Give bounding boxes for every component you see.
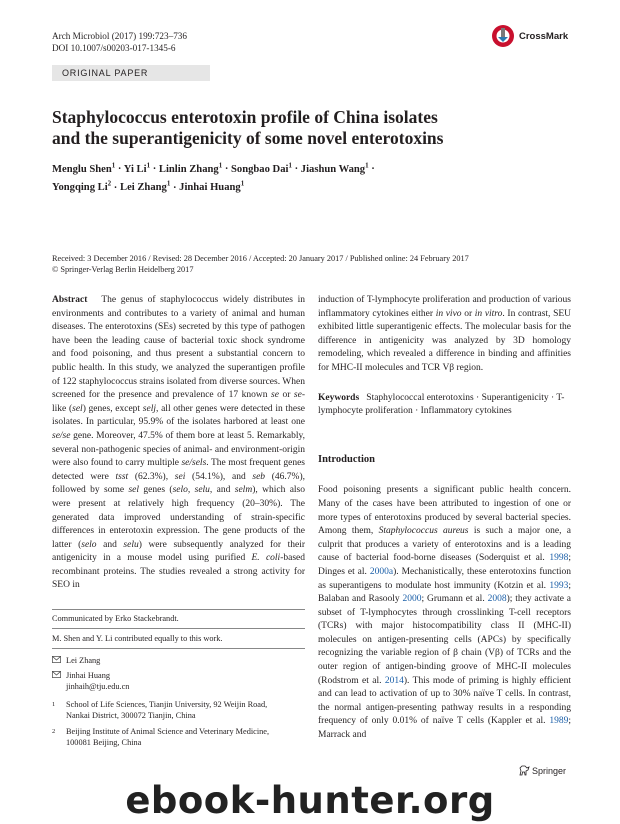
journal-citation: Arch Microbiol (2017) 199:723–736 [52, 31, 187, 41]
publisher-logo [518, 765, 566, 776]
abstract-label: Abstract [52, 295, 88, 305]
crossmark-icon [491, 24, 515, 48]
author[interactable]: Yongqing Li$^2$ [52, 179, 112, 194]
section-heading-introduction: Introduction [318, 453, 375, 465]
journal-info [52, 30, 187, 54]
author-list: Menglu Shen$^1$ · Yi $Li^1$ · Linlin Zhang$^1$ · Songbao Dai$^1$ · Jiashun Wang$^1$ · Yongqing $Li^2$ · Lei Zhang$^1$ · Jinhai Huang$^1$ [52, 161, 375, 194]
crossmark-badge[interactable] [491, 24, 571, 50]
journal-doi[interactable]: DOI 10.1007/s00203-017-1345-6 [52, 43, 176, 53]
section-tag: ORIGINAL PAPER [52, 65, 210, 81]
author[interactable]: Linlin Zhang$^1$ [158, 161, 223, 175]
envelope-icon [52, 656, 61, 663]
introduction-text: Food poisoning presents a significant public health concern. Many of the cases have been attributed to ingestion of one or more types of enterotoxins produced by several bacterial species. Among them, Staphylococcus aureus is such a major one, a culprit that produces a variety of enterotoxins and is a leading cause of bacterial food-borne diseases (Soderquist et al. 1998; Dinges et al. 2000a). Mechanistically, these enterotoxins function as superantigens to modulate host immunity (Kotzin et al. 1993; Balaban and Rasooly 2000; Grumann et al. 2008); they activate a subset of T-lymphocytes through crosslinking T-cell receptors (TCRs) with major histocompatibility class II (MHC-II) molecules on antigen-presenting cells (APCs) by specifically recognizing the variable region of β chain (Vβ) of TCRs and the outer region of antigen-binding groove of MHC-II molecules (Rodstrom et al. 2014). This mode of priming is highly efficient and can lead to activation of up to 30% naïve T cells. In contrast, the normal antigen-presenting pathway results in a responding frequency of only 0.01% of naïve T cells (Kappler et al. 1989; Marrack and [318, 485, 572, 741]
author[interactable]: Menglu Shen$^1$ [52, 161, 116, 175]
affiliation-2: 2 Beijing Institute of Animal Science and Veterinary Medicine, 100081 Beijing, China [52, 727, 270, 747]
author[interactable]: Jiashun Wang$^1$ [300, 161, 369, 175]
citation-link[interactable]: 2000 [402, 594, 422, 605]
citation-link[interactable]: 2014 [384, 675, 404, 686]
abstract-continued: induction of T-lymphocyte proliferation and production of various inflammatory cytokines either in vivo or in vitro. In contrast, SEU exhibited little superantigenic effects. The molecular basis for the difference in antigenicity was analyzed by 3D homology remodeling, which revealed a difference in binding and affinities for MHC-II molecules and TCR Vβ region. [318, 295, 572, 373]
publisher-name: Springer [532, 766, 567, 776]
title-line-1: Staphylococcus enterotoxin profile of China isolates [52, 107, 438, 127]
keywords-label: Keywords [318, 392, 360, 403]
author[interactable]: Yi Li$^1$ [123, 161, 151, 175]
contact-email[interactable]: jinhaih@tju.edu.cn [66, 682, 130, 691]
footnote-rule [52, 609, 305, 610]
springer-horse-icon [518, 765, 530, 776]
footnote-rule [52, 648, 305, 649]
watermark-text: ebook-hunter.org [125, 779, 495, 822]
citation-link[interactable]: 1993 [549, 580, 569, 591]
footnote-rule [52, 628, 305, 629]
title-line-2: and the superantigenicity of some novel enterotoxins [52, 128, 444, 148]
author[interactable]: Lei Zhang$^1$ [120, 179, 171, 194]
contact-lei-zhang[interactable]: Lei Zhang [52, 655, 305, 666]
abstract-text: Abstract The genus of staphylococcus widely distributes in environments and contributes to a variety of animal and human diseases. The enterotoxins (SEs) secreted by this type of pathogen have been the leading cause of bacterial toxic shock syndrome and food poisoning, and thus present a substantial concern to public health. In this study, we analyzed the superantigen profile of 122 staphylococcus strains isolated from diverse sources. When screened for the presence and prevalence of 17 known se or se-like (sel) genes, except selj, all other genes were detected in these isolates. In particular, 95.9% of the isolates harbored at least one se/se gene. Moreover, 47.5% of them bore at least 5. Remarkably, several non-pathogenic species of animal- and environment-origin were also found to carry multiple se/sels. The most frequent genes detected were tsst (62.3%), sei (54.1%), and seb (46.7%), followed by some sel genes (selo, selu, and selm), which also were present at relatively high frequency (20–30%). The generated data improved understanding of strain-specific differences in enterotoxin expression. The gene products of the latter (selo and selu) were subsequently analyzed for their antigenicity in a mouse model using purified E. coli-based recombinant proteins. The studies revealed a strong activity for SEO in [52, 295, 306, 591]
copyright: © Springer-Verlag Berlin Heidelberg 2017 [52, 265, 194, 274]
paper-title [52, 107, 572, 149]
keywords: Keywords Staphylococcal enterotoxins · Superantigenicity · T-lymphocyte proliferation · Inflammatory cytokines [318, 392, 565, 417]
author[interactable]: Songbao Dai$^1$ [231, 161, 292, 175]
equal-contribution-note: M. Shen and Y. Li contributed equally to this work. [52, 634, 223, 643]
citation-link[interactable]: 2000a [369, 566, 394, 577]
history-dates: Received: 3 December 2016 / Revised: 28 December 2016 / Accepted: 20 January 2017 / Published online: 24 February 2017 [52, 254, 469, 263]
citation-link[interactable]: 1989 [549, 716, 569, 727]
author[interactable]: Jinhai Huang$^1$ [179, 179, 245, 194]
watermark [0, 778, 620, 824]
right-column [318, 294, 571, 743]
communicated-note: Communicated by Erko Stackebrandt. [52, 614, 179, 623]
contact-jinhai-huang[interactable]: Jinhai Huang jinhaih@tju.edu.cn [52, 670, 305, 692]
envelope-icon [52, 671, 61, 678]
citation-link[interactable]: 1998 [549, 553, 569, 564]
citation-link[interactable]: 2008 [487, 594, 507, 605]
article-dates [52, 253, 572, 275]
affiliation-1: 1 School of Life Sciences, Tianjin University, 92 Weijin Road, Nankai District, 300072 Tianjin, China [52, 700, 268, 720]
crossmark-label: CrossMark [519, 31, 569, 42]
abstract-column [52, 294, 305, 593]
